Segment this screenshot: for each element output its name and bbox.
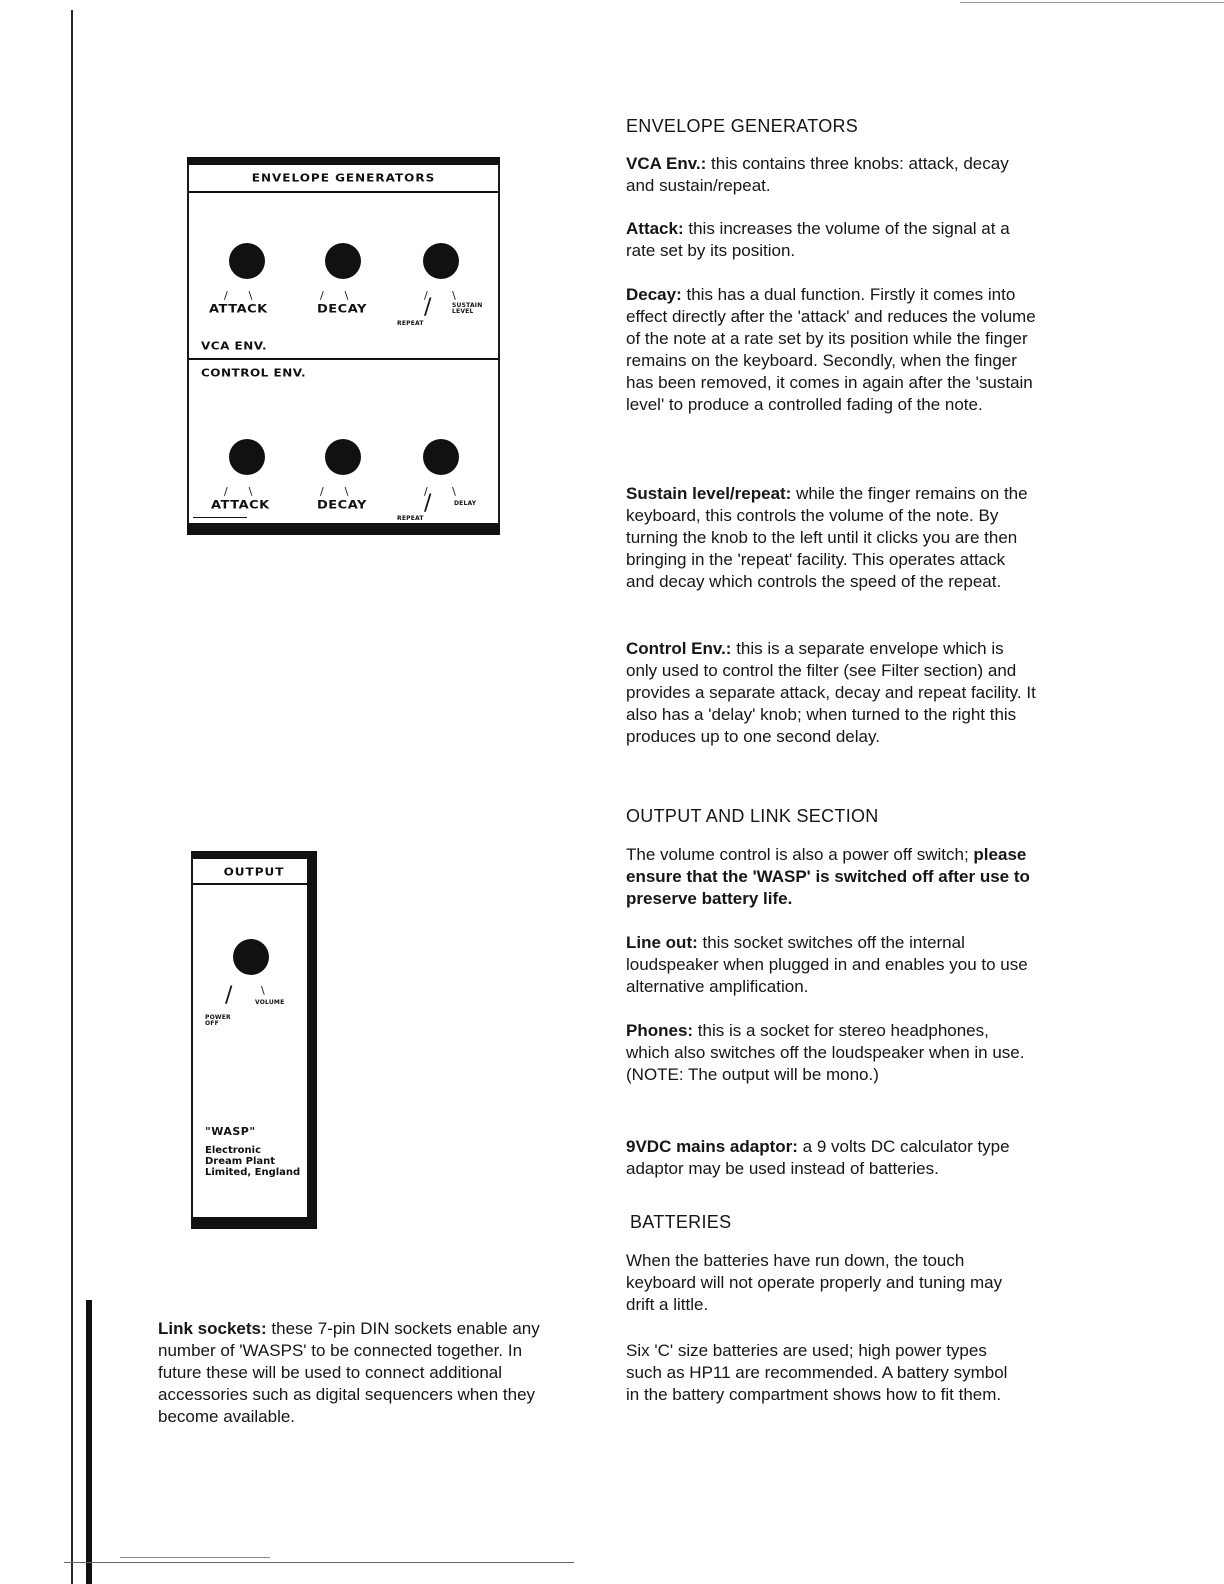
- vca-attack-knob[interactable]: [229, 243, 265, 279]
- tick-marks: / \: [320, 289, 349, 302]
- volume-label: VOLUME: [255, 999, 285, 1006]
- bottom-rule: [64, 1562, 574, 1563]
- decay-title: Decay:: [626, 285, 682, 304]
- attack-title: Attack:: [626, 219, 684, 238]
- batteries-paragraph-2: Six 'C' size batteries are used; high power types such as HP11 are recommended. A battery symbol in the battery compartment shows how to fit them.: [626, 1341, 1008, 1404]
- output-panel: [191, 851, 317, 1229]
- line-out-text: this socket switches off the internal loudspeaker when plugged in and enables you to use alternative amplification.: [626, 933, 1028, 996]
- tick-marks: / \: [224, 485, 253, 498]
- panel-section-divider: [189, 358, 498, 360]
- phones-paragraph: [626, 1020, 1036, 1086]
- attack-text: this increases the volume of the signal at a rate set by its position.: [626, 219, 1010, 260]
- tick-marks: \: [261, 984, 265, 997]
- panel-bottom-band: [187, 523, 500, 535]
- panel-title-divider: [193, 883, 315, 885]
- control-env-title: Control Env.:: [626, 639, 732, 658]
- top-rule: [960, 2, 1224, 3]
- adaptor-text: a 9 volts DC calculator type adaptor may be used instead of batteries.: [626, 1137, 1010, 1178]
- sustain-paragraph: [626, 483, 1036, 593]
- panel-title-divider: [189, 191, 498, 193]
- batteries-heading: BATTERIES: [630, 1212, 732, 1232]
- attack-paragraph: [626, 218, 1036, 262]
- repeat-switch-mark: /: [424, 491, 432, 516]
- volume-text: The volume control is also a power off switch;: [626, 845, 969, 864]
- sustain-title: Sustain level/repeat:: [626, 484, 792, 503]
- envelope-generators-panel: [187, 157, 500, 535]
- vca-decay-knob[interactable]: [325, 243, 361, 279]
- output-panel-title: OUTPUT: [223, 866, 285, 878]
- vca-env-text: this contains three knobs: attack, decay and sustain/repeat.: [626, 154, 1009, 195]
- panel-top-band: [191, 851, 317, 859]
- adaptor-paragraph: [626, 1136, 1044, 1180]
- adaptor-title: 9VDC mains adaptor:: [626, 1137, 798, 1156]
- panel-top-band: [187, 157, 500, 165]
- control-env-text: this is a separate envelope which is only used to control the filter (see Filter section) and provides a separate attack, decay and repeat facility. It also has a 'delay' knob; when turned to the right this produces up to one second delay.: [626, 639, 1036, 746]
- panel-bottom-band: [191, 1217, 317, 1229]
- maker-name: Electronic Dream Plant Limited, England: [205, 1145, 301, 1178]
- control-delay-knob[interactable]: [423, 439, 459, 475]
- line-out-paragraph: [626, 932, 1036, 998]
- control-delay-label: DELAY: [454, 500, 477, 507]
- page-margin-line: [71, 10, 73, 1584]
- control-env-label: CONTROL ENV.: [201, 367, 307, 379]
- sustain-text: while the finger remains on the keyboard, this controls the volume of the note. By turning the knob to the left until it clicks you are then bringing in the 'repeat' facility. This operates attack and decay which controls the speed of the repeat.: [626, 484, 1028, 591]
- tick-marks: / \: [424, 485, 456, 498]
- panel-title: ENVELOPE GENERATORS: [251, 172, 436, 184]
- envelope-heading: ENVELOPE GENERATORS: [626, 116, 859, 136]
- panel-underline: [193, 517, 247, 518]
- page-binding-bar: [86, 1300, 92, 1584]
- volume-paragraph: [626, 844, 1036, 910]
- control-attack-label: ATTACK: [211, 499, 270, 512]
- vca-env-label: VCA ENV.: [201, 340, 268, 352]
- power-off-label: POWER OFF: [205, 1014, 231, 1027]
- control-attack-knob[interactable]: [229, 439, 265, 475]
- power-switch-mark: /: [225, 983, 233, 1008]
- tick-marks: / \: [224, 289, 253, 302]
- panel-right-band: [307, 853, 317, 1227]
- vca-repeat-label: REPEAT: [397, 320, 424, 327]
- tick-marks: / \: [320, 485, 349, 498]
- tick-marks: / \: [424, 289, 456, 302]
- bottom-rule-short: [120, 1557, 270, 1558]
- decay-text: this has a dual function. Firstly it comes into effect directly after the 'attack' and reduces the volume of the note at a rate set by its position while the finger remains on the keyboard. Secondly, when the finger has been removed, it comes in again after the 'sustain level' to produce a controlled fading of the note.: [626, 285, 1036, 414]
- volume-warning: please ensure that the 'WASP' is switched off after use to preserve battery life.: [626, 845, 1030, 908]
- line-out-title: Line out:: [626, 933, 698, 952]
- phones-text: this is a socket for stereo headphones, which also switches off the loudspeaker when in use. (NOTE: The output will be mono.): [626, 1021, 1025, 1084]
- volume-knob[interactable]: [233, 939, 269, 975]
- batteries-paragraph-1: When the batteries have run down, the touch keyboard will not operate properly and tuning may drift a little.: [626, 1251, 1003, 1314]
- vca-sustain-knob[interactable]: [423, 243, 459, 279]
- sustain-switch-mark: /: [424, 295, 432, 320]
- decay-paragraph: [626, 284, 1036, 416]
- control-decay-label: DECAY: [317, 499, 367, 512]
- vca-attack-label: ATTACK: [209, 303, 268, 316]
- vca-sustain-level-label: SUSTAIN LEVEL: [452, 302, 483, 315]
- vca-env-title: VCA Env.:: [626, 154, 707, 173]
- link-sockets-paragraph: [158, 1318, 558, 1428]
- control-env-paragraph: [626, 638, 1036, 748]
- vca-decay-label: DECAY: [317, 303, 367, 316]
- control-repeat-label: REPEAT: [397, 515, 424, 522]
- wasp-brand: "WASP": [205, 1125, 256, 1138]
- control-decay-knob[interactable]: [325, 439, 361, 475]
- link-sockets-text: these 7-pin DIN sockets enable any number of 'WASPS' to be connected together. In future these will be used to connect additional accessories such as digital sequencers when they become available.: [158, 1319, 540, 1426]
- link-sockets-title: Link sockets:: [158, 1319, 267, 1338]
- phones-title: Phones:: [626, 1021, 694, 1040]
- output-link-heading: OUTPUT AND LINK SECTION: [626, 806, 879, 826]
- vca-env-paragraph: [626, 153, 1036, 197]
